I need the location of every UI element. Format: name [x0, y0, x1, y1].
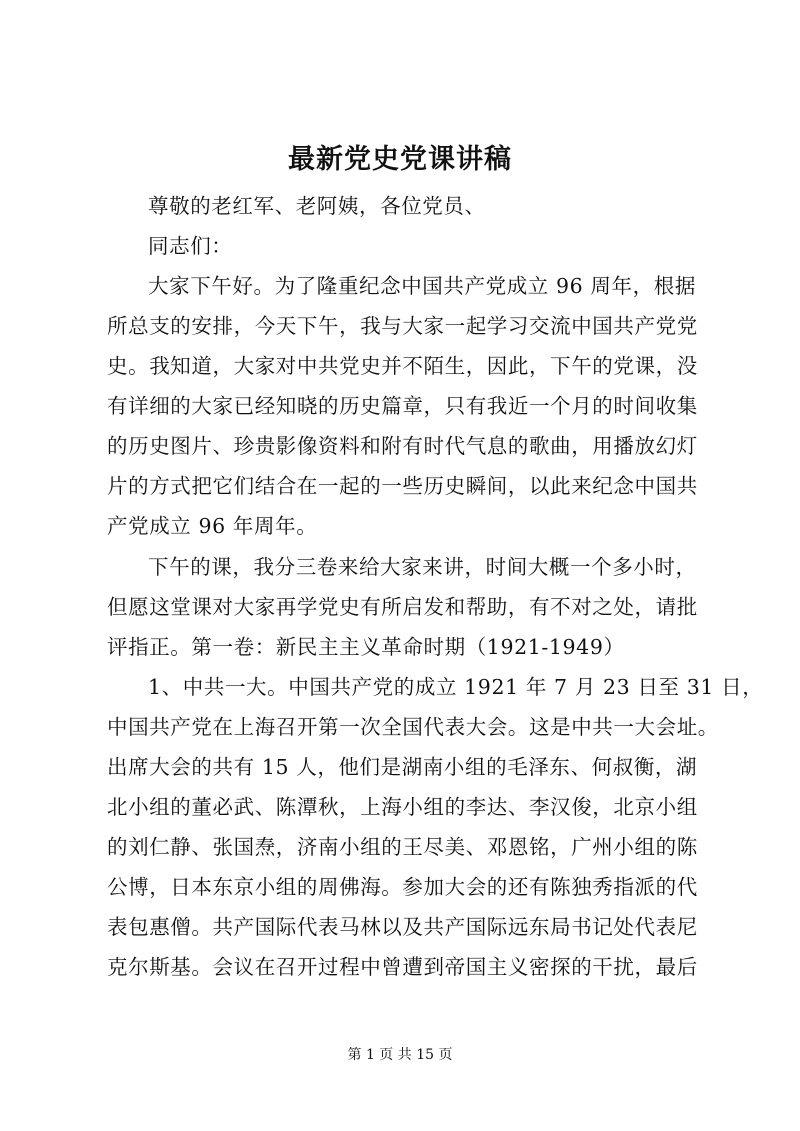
- text-line: 1、中共一大。中国共产党的成立 1921 年 7 月 23 日至 31 日，: [148, 675, 764, 699]
- text-line: 史。我知道，大家对中共党史并不陌生，因此，下午的党课，没: [107, 354, 698, 378]
- page-number: 第 1 页 共 15 页: [347, 1047, 453, 1063]
- text-line: 表包惠僧。共产国际代表马林以及共产国际远东局书记处代表尼: [107, 915, 698, 939]
- text-line: 克尔斯基。会议在召开过程中曾遭到帝国主义密探的干扰，最后: [107, 955, 698, 979]
- text-line: 但愿这堂课对大家再学党史有所启发和帮助，有不对之处，请批: [107, 595, 698, 619]
- text-line: 的历史图片、珍贵影像资料和附有时代气息的歌曲，用播放幻灯: [107, 434, 698, 458]
- document-title: 最新党史党课讲稿: [288, 144, 512, 175]
- text-line: 中国共产党在上海召开第一次全国代表大会。这是中共一大会址。: [107, 715, 719, 739]
- text-line: 评指正。第一卷：新民主主义革命时期（1921-1949）: [107, 635, 625, 659]
- text-line: 北小组的董必武、陈潭秋，上海小组的李达、李汉俊，北京小组: [107, 795, 698, 819]
- text-line: 大家下午好。为了隆重纪念中国共产党成立 96 周年，根据: [148, 274, 696, 298]
- text-line: 片的方式把它们结合在一起的一些历史瞬间，以此来纪念中国共: [107, 474, 698, 498]
- text-line: 的刘仁静、张国焘，济南小组的王尽美、邓恩铭，广州小组的陈: [107, 835, 698, 859]
- text-line: 产党成立 96 年周年。: [107, 514, 318, 538]
- text-line: 出席大会的共有 15 人，他们是湖南小组的毛泽东、何叔衡，湖: [107, 755, 698, 779]
- text-line: 所总支的安排，今天下午，我与大家一起学习交流中国共产党党: [107, 314, 698, 338]
- text-line: 同志们：: [148, 234, 233, 258]
- text-line: 尊敬的老红军、老阿姨，各位党员、: [148, 194, 486, 218]
- text-line: 公博，日本东京小组的周佛海。参加大会的还有陈独秀指派的代: [107, 875, 698, 899]
- text-line: 下午的课，我分三卷来给大家来讲，时间大概一个多小时，: [148, 555, 697, 579]
- text-line: 有详细的大家已经知晓的历史篇章，只有我近一个月的时间收集: [107, 394, 698, 418]
